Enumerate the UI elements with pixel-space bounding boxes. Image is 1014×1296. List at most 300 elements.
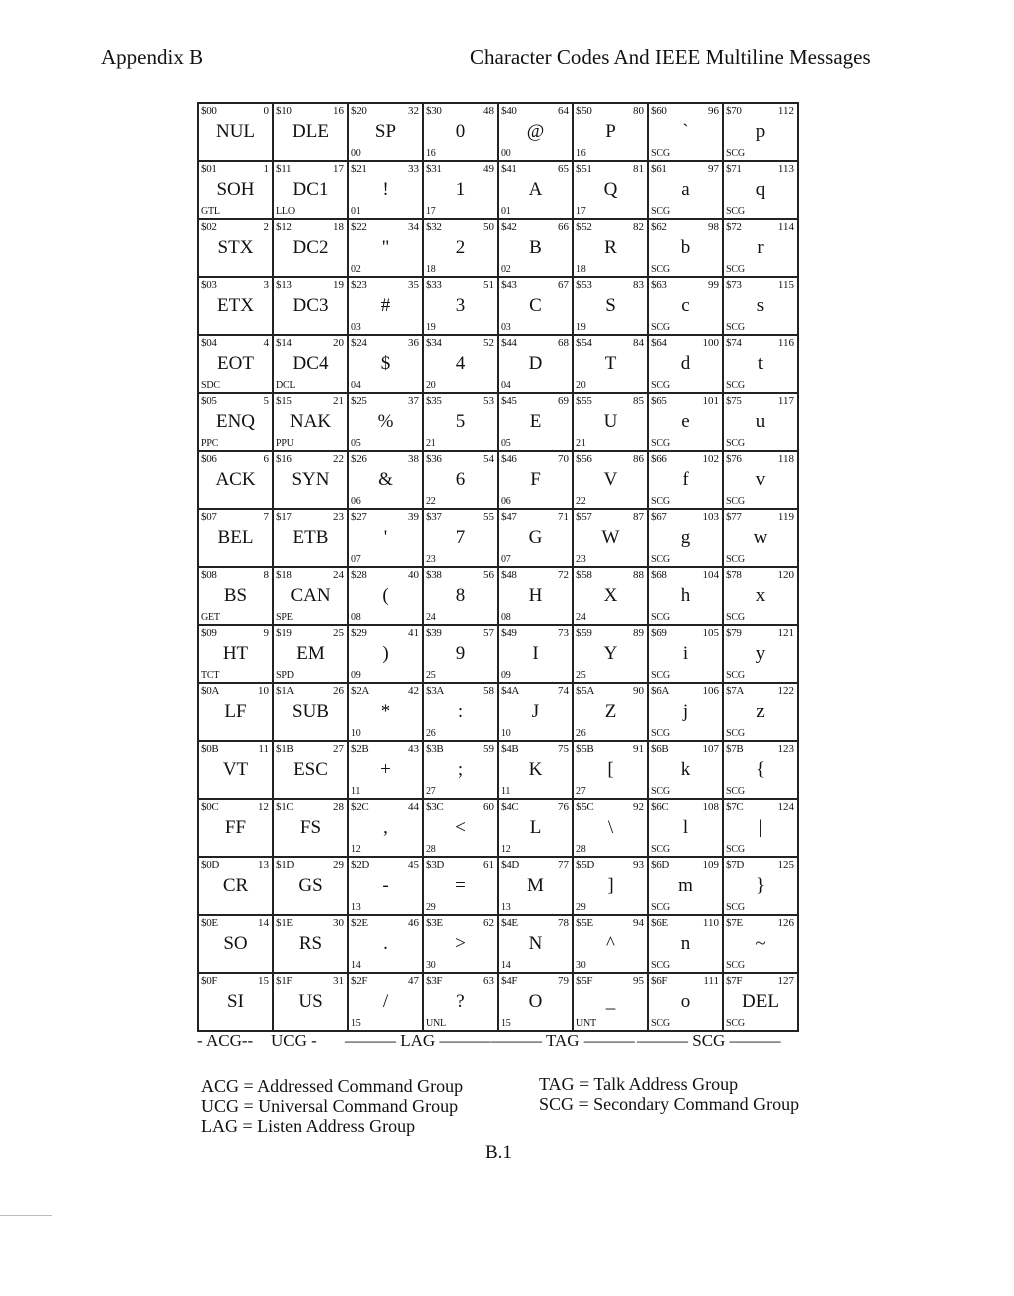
code-hex: $63 [651, 279, 667, 291]
code-character: C [529, 295, 542, 316]
code-cell-content [424, 916, 497, 972]
code-cell-content [274, 916, 347, 972]
code-hex: $5F [576, 975, 593, 987]
code-character: 5 [455, 411, 466, 432]
code-hex: $30 [426, 105, 442, 117]
code-character: DC4 [292, 353, 329, 374]
code-hex: $70 [726, 105, 742, 117]
legend-right [539, 1074, 799, 1114]
code-cell [573, 799, 648, 857]
code-decimal: 121 [777, 627, 794, 639]
code-character: r [757, 237, 764, 258]
code-group: SCG [726, 960, 745, 971]
code-character: K [528, 759, 543, 780]
code-decimal: 119 [777, 511, 794, 523]
code-decimal: 122 [777, 685, 794, 697]
code-character: n [680, 933, 691, 954]
code-decimal: 117 [777, 395, 794, 407]
code-cell-content [349, 510, 422, 566]
code-group: 04 [501, 380, 511, 391]
code-group: UNL [426, 1018, 446, 1029]
code-character: - [382, 875, 389, 896]
code-hex: $52 [576, 221, 592, 233]
code-character: STX [217, 237, 254, 258]
code-hex: $05 [201, 395, 217, 407]
code-group: 06 [351, 496, 361, 507]
code-decimal: 86 [633, 453, 644, 465]
code-cell [648, 741, 723, 799]
code-cell-content [274, 568, 347, 624]
code-hex: $2C [351, 801, 369, 813]
code-group: 27 [426, 786, 436, 797]
code-group: SCG [651, 496, 670, 507]
code-group: 06 [501, 496, 511, 507]
code-hex: $07 [201, 511, 217, 523]
code-cell [198, 857, 273, 915]
table-row [198, 393, 798, 451]
code-hex: $03 [201, 279, 217, 291]
code-decimal: 110 [702, 917, 719, 929]
code-group: 16 [426, 148, 436, 159]
code-hex: $35 [426, 395, 442, 407]
code-cell [498, 625, 573, 683]
code-cell [273, 973, 348, 1031]
code-character: Z [604, 701, 617, 722]
code-group: 03 [501, 322, 511, 333]
code-cell [498, 219, 573, 277]
code-cell-content [724, 510, 797, 566]
code-cell [573, 219, 648, 277]
code-group: 02 [501, 264, 511, 275]
code-cell [498, 277, 573, 335]
table-row [198, 277, 798, 335]
code-group: 11 [351, 786, 361, 797]
code-cell [198, 741, 273, 799]
code-hex: $50 [576, 105, 592, 117]
code-cell [273, 625, 348, 683]
code-hex: $3C [426, 801, 444, 813]
code-character: ! [382, 179, 389, 200]
code-group: 16 [576, 148, 586, 159]
code-decimal: 53 [483, 395, 494, 407]
code-group: TCT [201, 670, 220, 681]
code-decimal: 32 [408, 105, 419, 117]
code-group: 17 [576, 206, 586, 217]
code-decimal: 126 [777, 917, 794, 929]
code-group: 01 [351, 206, 361, 217]
code-cell [273, 219, 348, 277]
code-character: US [298, 991, 323, 1012]
code-cell-content [349, 336, 422, 392]
code-cell-content [424, 800, 497, 856]
code-cell-content [349, 452, 422, 508]
code-cell [423, 393, 498, 451]
code-cell [573, 103, 648, 161]
page-number: B.1 [485, 1142, 512, 1163]
code-decimal: 102 [702, 453, 719, 465]
code-cell-content [349, 626, 422, 682]
code-character: { [755, 759, 766, 780]
code-cell [573, 393, 648, 451]
code-cell [198, 277, 273, 335]
code-cell [723, 393, 798, 451]
code-character: p [755, 121, 766, 142]
code-decimal: 111 [703, 975, 719, 987]
code-group: SCG [651, 1018, 670, 1029]
code-cell [723, 103, 798, 161]
code-character: DC1 [292, 179, 329, 200]
code-decimal: 31 [333, 975, 344, 987]
code-decimal: 99 [708, 279, 719, 291]
code-hex: $54 [576, 337, 592, 349]
code-decimal: 72 [558, 569, 569, 581]
code-group: 02 [351, 264, 361, 275]
code-cell-content [274, 162, 347, 218]
code-decimal: 58 [483, 685, 494, 697]
code-cell [273, 393, 348, 451]
code-decimal: 43 [408, 743, 419, 755]
code-hex: $2F [351, 975, 368, 987]
code-cell [573, 683, 648, 741]
code-cell-content [574, 568, 647, 624]
code-decimal: 114 [777, 221, 794, 233]
code-decimal: 80 [633, 105, 644, 117]
code-group: 24 [576, 612, 586, 623]
code-decimal: 123 [777, 743, 794, 755]
code-cell [348, 393, 423, 451]
code-decimal: 26 [333, 685, 344, 697]
code-cell [648, 625, 723, 683]
code-group: 12 [351, 844, 361, 855]
legend-scg: SCG = Secondary Command Group [539, 1094, 800, 1114]
code-hex: $09 [201, 627, 217, 639]
code-cell-content [424, 452, 497, 508]
code-group: SCG [726, 264, 745, 275]
code-group: 19 [576, 322, 586, 333]
code-character: J [531, 701, 540, 722]
code-group: SCG [651, 670, 670, 681]
code-character: [ [607, 759, 614, 780]
code-hex: $21 [351, 163, 367, 175]
code-cell [573, 741, 648, 799]
code-cell [273, 799, 348, 857]
code-group: 20 [426, 380, 436, 391]
code-cell-content [349, 220, 422, 276]
code-decimal: 51 [483, 279, 494, 291]
code-group: SCG [651, 264, 670, 275]
code-character: F [530, 469, 541, 490]
code-decimal: 39 [408, 511, 419, 523]
code-group: 00 [501, 148, 511, 159]
code-group: PPU [276, 438, 294, 449]
code-character: RS [298, 933, 323, 954]
code-group: DCL [276, 380, 296, 391]
code-group: 27 [576, 786, 586, 797]
code-cell [198, 625, 273, 683]
code-character: H [528, 585, 543, 606]
code-hex: $00 [201, 105, 217, 117]
code-decimal: 109 [702, 859, 719, 871]
code-hex: $77 [726, 511, 742, 523]
code-cell [423, 741, 498, 799]
code-cell-content [649, 162, 722, 218]
code-character: DC3 [292, 295, 329, 316]
code-cell-content [649, 104, 722, 160]
code-group: 20 [576, 380, 586, 391]
code-cell-content [499, 800, 572, 856]
code-decimal: 0 [263, 105, 269, 117]
code-cell-content [499, 684, 572, 740]
code-cell-content [649, 858, 722, 914]
code-cell [198, 219, 273, 277]
code-group: 13 [351, 902, 361, 913]
code-cell [423, 915, 498, 973]
code-character: Y [603, 643, 618, 664]
code-hex: $73 [726, 279, 742, 291]
code-character: CR [222, 875, 249, 896]
code-cell [423, 219, 498, 277]
code-cell-content [199, 916, 272, 972]
code-cell [198, 393, 273, 451]
code-group: SPD [276, 670, 294, 681]
table-row [198, 857, 798, 915]
code-hex: $65 [651, 395, 667, 407]
code-group: 28 [426, 844, 436, 855]
code-cell-content [724, 394, 797, 450]
table-row [198, 741, 798, 799]
code-character: M [527, 875, 544, 896]
code-hex: $11 [276, 163, 292, 175]
code-character: . [383, 933, 388, 954]
code-decimal: 54 [483, 453, 494, 465]
code-cell [648, 103, 723, 161]
code-group: SCG [651, 206, 670, 217]
code-character: = [455, 875, 466, 896]
code-group: 14 [501, 960, 511, 971]
code-cell [573, 973, 648, 1031]
code-decimal: 103 [702, 511, 719, 523]
code-decimal: 2 [263, 221, 269, 233]
code-cell-content [199, 800, 272, 856]
code-character: U [603, 411, 618, 432]
code-hex: $24 [351, 337, 367, 349]
code-cell-content [574, 742, 647, 798]
code-decimal: 28 [333, 801, 344, 813]
code-hex: $33 [426, 279, 442, 291]
code-cell-content [199, 510, 272, 566]
code-cell-content [724, 278, 797, 334]
code-hex: $6A [651, 685, 670, 697]
code-character: O [528, 991, 543, 1012]
code-decimal: 98 [708, 221, 719, 233]
code-cell [723, 799, 798, 857]
code-cell-content [274, 510, 347, 566]
code-group: 28 [576, 844, 586, 855]
code-group: 21 [426, 438, 436, 449]
code-group: SCG [651, 380, 670, 391]
code-hex: $64 [651, 337, 667, 349]
code-character: EOT [217, 353, 254, 374]
code-cell-content [499, 510, 572, 566]
legend-ucg: UCG = Universal Command Group [201, 1096, 459, 1116]
code-character: ( [382, 585, 389, 606]
code-cell [423, 103, 498, 161]
header-title: Character Codes And IEEE Multiline Messages [470, 45, 871, 69]
code-decimal: 6 [263, 453, 269, 465]
code-group: 29 [426, 902, 436, 913]
code-cell [273, 683, 348, 741]
code-character: g [680, 527, 691, 548]
code-character: % [377, 411, 394, 432]
code-cell [648, 799, 723, 857]
code-group: 07 [351, 554, 361, 565]
code-hex: $5D [576, 859, 595, 871]
code-hex: $3F [426, 975, 443, 987]
code-character: LF [224, 701, 247, 722]
code-cell-content [349, 916, 422, 972]
code-decimal: 65 [558, 163, 569, 175]
code-cell-content [649, 278, 722, 334]
code-decimal: 66 [558, 221, 569, 233]
code-hex: $22 [351, 221, 367, 233]
code-hex: $20 [351, 105, 367, 117]
code-group: SCG [726, 148, 745, 159]
code-cell [348, 335, 423, 393]
code-group: GTL [201, 206, 220, 217]
code-decimal: 97 [708, 163, 719, 175]
code-character: } [755, 875, 766, 896]
code-decimal: 112 [777, 105, 794, 117]
code-character: m [678, 875, 693, 896]
code-character: < [455, 817, 466, 838]
code-group: SCG [726, 670, 745, 681]
code-group: 10 [501, 728, 511, 739]
code-character: _ [605, 991, 616, 1012]
code-hex: $55 [576, 395, 592, 407]
code-cell [273, 161, 348, 219]
code-decimal: 3 [263, 279, 269, 291]
code-hex: $2A [351, 685, 370, 697]
code-decimal: 61 [483, 859, 494, 871]
code-character: a [681, 179, 690, 200]
code-cell-content [499, 278, 572, 334]
table-row [198, 799, 798, 857]
code-hex: $01 [201, 163, 217, 175]
code-character: v [755, 469, 766, 490]
code-hex: $36 [426, 453, 442, 465]
code-hex: $57 [576, 511, 592, 523]
code-character: EM [296, 643, 325, 664]
code-cell-content [649, 800, 722, 856]
code-group: 09 [351, 670, 361, 681]
code-character: s [756, 295, 765, 316]
code-hex: $37 [426, 511, 442, 523]
code-decimal: 115 [777, 279, 794, 291]
code-cell-content [724, 104, 797, 160]
code-cell [273, 509, 348, 567]
code-decimal: 11 [258, 743, 269, 755]
code-character: SYN [291, 469, 330, 490]
code-group: 11 [501, 786, 511, 797]
code-cell [423, 161, 498, 219]
code-cell [273, 567, 348, 625]
code-cell-content [499, 220, 572, 276]
code-group: 01 [501, 206, 511, 217]
code-hex: $3E [426, 917, 443, 929]
code-hex: $46 [501, 453, 517, 465]
code-decimal: 52 [483, 337, 494, 349]
code-hex: $04 [201, 337, 217, 349]
code-group: 19 [426, 322, 436, 333]
code-cell-content [424, 742, 497, 798]
code-hex: $6D [651, 859, 670, 871]
code-hex: $1A [276, 685, 295, 697]
code-group: 22 [576, 496, 586, 507]
code-decimal: 81 [633, 163, 644, 175]
code-hex: $26 [351, 453, 367, 465]
code-hex: $5A [576, 685, 595, 697]
code-character: f [682, 469, 689, 490]
code-cell [498, 857, 573, 915]
code-character: 1 [455, 179, 466, 200]
code-cell-content [649, 684, 722, 740]
code-decimal: 93 [633, 859, 644, 871]
code-decimal: 38 [408, 453, 419, 465]
code-hex: $51 [576, 163, 592, 175]
code-character: ` [682, 121, 689, 142]
code-cell-content [649, 220, 722, 276]
code-cell-content [574, 916, 647, 972]
code-character: o [680, 991, 691, 1012]
code-character: CAN [290, 585, 331, 606]
code-group: GET [201, 612, 220, 623]
code-character: 0 [455, 121, 466, 142]
code-hex: $43 [501, 279, 517, 291]
code-cell [498, 161, 573, 219]
code-hex: $18 [276, 569, 292, 581]
code-cell-content [499, 394, 572, 450]
code-cell [498, 451, 573, 509]
code-character: S [605, 295, 616, 316]
code-hex: $6E [651, 917, 668, 929]
code-hex: $78 [726, 569, 742, 581]
code-cell-content [574, 626, 647, 682]
code-decimal: 83 [633, 279, 644, 291]
code-decimal: 50 [483, 221, 494, 233]
code-group: SCG [651, 148, 670, 159]
code-cell [348, 103, 423, 161]
code-character: ' [383, 527, 388, 548]
code-character: SP [374, 121, 397, 142]
code-cell-content [274, 742, 347, 798]
code-group: SCG [651, 960, 670, 971]
code-cell-content [199, 684, 272, 740]
code-character: x [755, 585, 766, 606]
code-decimal: 77 [558, 859, 569, 871]
code-group: SCG [651, 554, 670, 565]
code-hex: $7A [726, 685, 745, 697]
code-cell [723, 567, 798, 625]
code-hex: $1E [276, 917, 293, 929]
code-hex: $0F [201, 975, 218, 987]
code-decimal: 78 [558, 917, 569, 929]
code-group: SCG [651, 844, 670, 855]
code-cell-content [424, 162, 497, 218]
code-character: & [378, 469, 393, 490]
code-group: SCG [726, 786, 745, 797]
code-decimal: 22 [333, 453, 344, 465]
code-cell-content [274, 452, 347, 508]
